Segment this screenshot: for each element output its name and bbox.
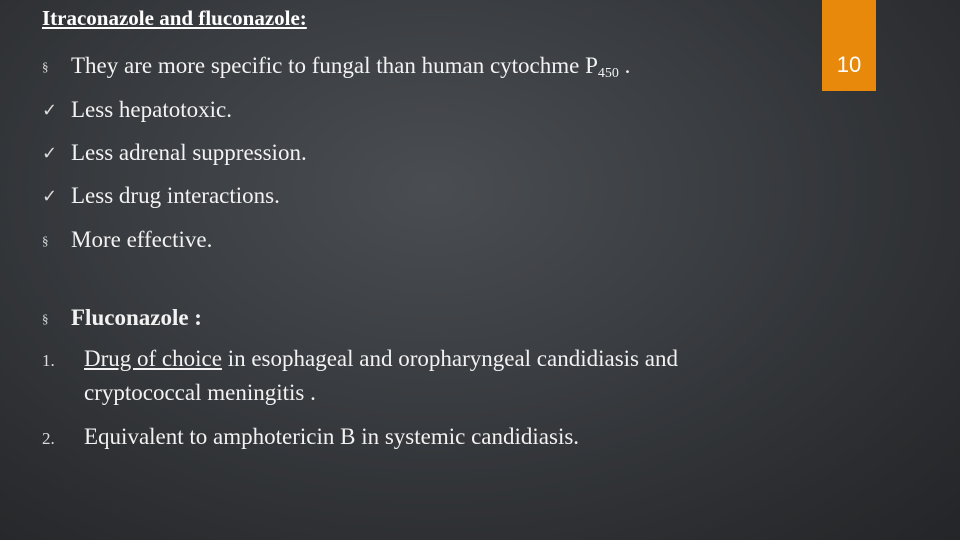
list-number: 2. — [42, 429, 55, 448]
bullet-text: Less hepatotoxic. — [71, 97, 232, 122]
checkmark-icon: ✓ — [42, 186, 58, 207]
numbered-text: Equivalent to amphotericin B in systemic candidiasis. — [84, 424, 580, 449]
square-bullet-icon: § — [42, 59, 49, 74]
bullet-text: More effective. — [71, 227, 213, 252]
bullet-text: They are more specific to fungal than human cytochme $P_{450}$ . — [71, 53, 631, 81]
checkmark-icon: ✓ — [42, 143, 58, 164]
numbered-text: Drug of choice in esophageal and oropharyngeal candidiasis and — [84, 346, 678, 371]
square-bullet-icon: § — [42, 311, 49, 326]
list-number: 1. — [42, 351, 55, 370]
subscript: 450 — [597, 66, 619, 81]
page-number-badge — [822, 0, 876, 91]
emphasis-text: Drug of choice — [84, 346, 222, 371]
numbered-text-continuation: cryptococcal meningitis . — [84, 380, 316, 405]
section-heading-text: Fluconazole : — [71, 305, 202, 330]
checkmark-icon: ✓ — [42, 100, 58, 121]
slide-title: Itraconazole and fluconazole: — [42, 6, 307, 30]
page-number: 10 — [836, 52, 862, 77]
bullet-text: Less adrenal suppression. — [71, 140, 307, 165]
bullet-text: Less drug interactions. — [71, 183, 280, 208]
square-bullet-icon: § — [42, 233, 49, 248]
